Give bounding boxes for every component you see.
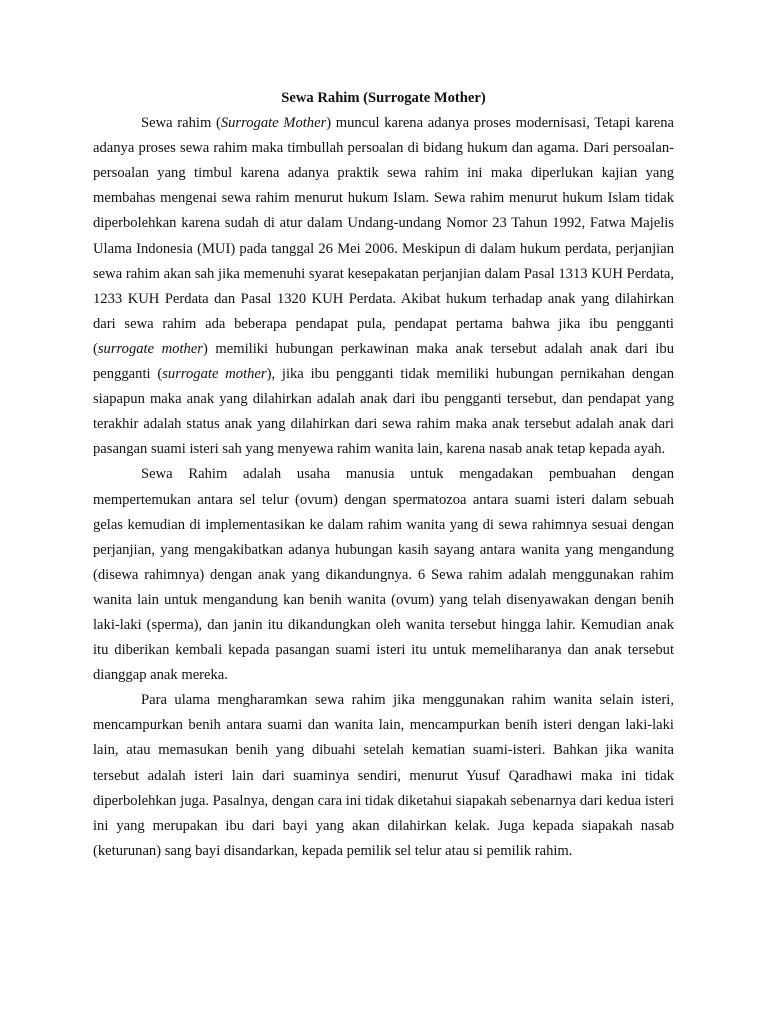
- paragraph: [93, 111, 674, 462]
- paragraph-text: Sewa rahim (: [141, 115, 221, 132]
- paragraph-text: Para ulama mengharamkan sewa rahim jika menggunakan rahim wanita selain isteri, mencampurkan benih antara suami dan wanita lain, mencampurkan benih isteri dengan laki-laki lain, atau memasukan benih yang dibuahi setelah kematian suami-isteri. Bahkan jika wanita tersebut adalah isteri lain dari suaminya sendiri, menurut Yusuf Qaradhawi maka ini tidak diperbolehkan juga. Pasalnya, dengan cara ini tidak diketahui siapakah sebenarnya dari kedua isteri ini yang merupakan ibu dari bayi yang akan dilahirkan kelak. Juga kepada siapakah nasab (keturunan) sang bayi disandarkan, kepada pemilik sel telur atau si pemilik rahim.: [93, 692, 674, 859]
- italic-text: surrogate mother: [162, 366, 267, 383]
- paragraph-text: ) muncul karena adanya proses modernisasi, Tetapi karena adanya proses sewa rahim maka timbullah persoalan di bidang hukum dan agama. Dari persoalan-persoalan yang timbul karena adanya praktik sewa rahim ini maka diperlukan kajian yang membahas mengenai sewa rahim menurut hukum Islam. Sewa rahim menurut hukum Islam tidak diperbolehkan karena sudah di atur dalam Undang-undang Nomor 23 Tahun 1992, Fatwa Majelis Ulama Indonesia (MUI) pada tanggal 26 Mei 2006. Meskipun di dalam hukum perdata, perjanjian sewa rahim akan sah jika memenuhi syarat kesepakatan perjanjian dalam Pasal 1313 KUH Perdata, 1233 KUH Perdata dan Pasal 1320 KUH Perdata. Akibat hukum terhadap anak yang dilahirkan dari sewa rahim ada beberapa pendapat pula, pendapat pertama bahwa jika ibu pengganti (: [93, 115, 674, 357]
- paragraph-text: Sewa Rahim adalah usaha manusia untuk mengadakan pembuahan dengan mempertemukan antara sel telur (ovum) dengan spermatozoa antara suami isteri dalam sebuah gelas kemudian di implementasikan ke dalam rahim wanita yang di sewa rahimnya sesuai dengan perjanjian, yang mengakibatkan adanya hubungan kasih sayang antara wanita yang mengandung (disewa rahimnya) dengan anak yang dikandungnya. 6 Sewa rahim adalah menggunakan rahim wanita lain untuk mengandung kan benih wanita (ovum) yang telah disenyawakan dengan benih laki-laki (sperma), dan janin itu dikandungkan oleh wanita tersebut hingga lahir. Kemudian anak itu diberikan kembali kepada pasangan suami isteri itu untuk memeliharanya dan anak tersebut dianggap anak mereka.: [93, 466, 674, 684]
- document-body: [93, 86, 674, 864]
- paragraph-text: ), jika ibu pengganti tidak memiliki hubungan pernikahan dengan siapapun maka anak yang dilahirkan adalah anak dari ibu pengganti tersebut, dan pendapat yang terakhir adalah status anak yang dilahirkan dari sewa rahim maka anak tersebut adalah anak dari pasangan suami isteri sah yang menyewa rahim wanita lain, karena nasab anak tetap kepada ayah.: [93, 366, 674, 458]
- paragraph-text: ) memiliki hubungan perkawinan maka anak tersebut adalah anak dari ibu pengganti (: [93, 340, 675, 383]
- paragraph: [93, 688, 674, 864]
- italic-text: Surrogate Mother: [220, 115, 327, 132]
- italic-text: surrogate mother: [97, 340, 203, 357]
- paragraph: [93, 462, 674, 688]
- document-title: Sewa Rahim (Surrogate Mother): [281, 90, 486, 106]
